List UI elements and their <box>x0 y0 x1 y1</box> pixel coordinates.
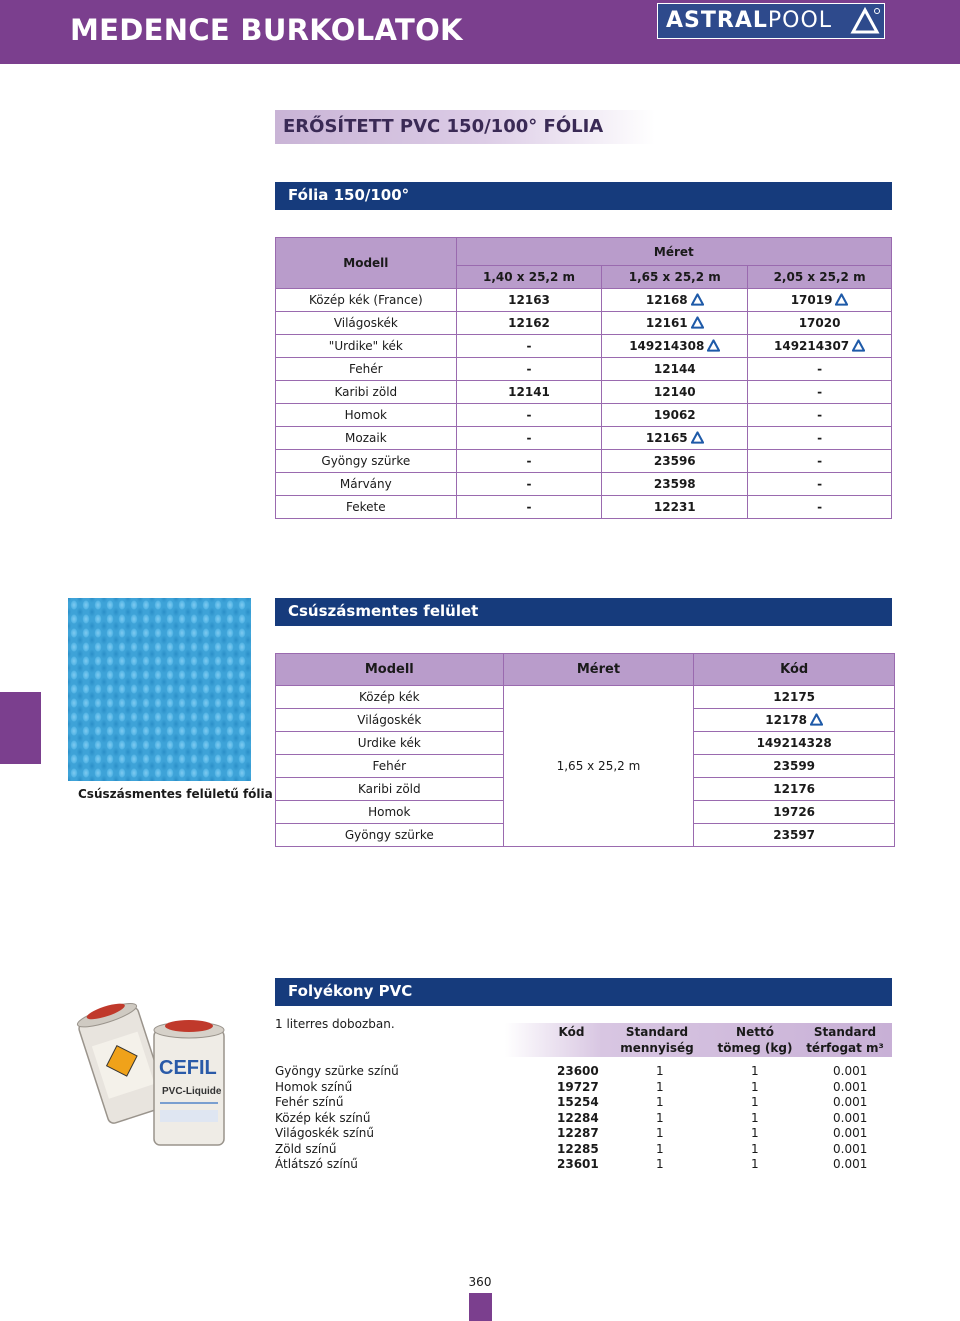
foil-code-cell-2 <box>602 335 748 358</box>
foil-row <box>276 473 892 496</box>
foil-row <box>276 427 892 450</box>
can-label-brand: CEFIL <box>159 1057 217 1079</box>
foil-code-cell-3-text: 17020 <box>798 316 841 330</box>
antislip-model-cell: Urdike kék <box>276 732 504 755</box>
foil-code-cell-2-text: 12168 <box>645 293 688 307</box>
side-tab <box>0 692 41 764</box>
antislip-model-cell: Közép kék <box>276 686 504 709</box>
foil-code-cell-3-text: - <box>817 477 823 491</box>
foil-table <box>275 237 892 519</box>
astralpool-triangle-icon <box>691 316 704 329</box>
foil-code-cell-1-text: 12163 <box>508 293 550 307</box>
liquid-name-cell: Zöld színű <box>275 1141 337 1156</box>
foil-code-cell-3 <box>748 381 892 404</box>
foil-model-cell <box>276 427 457 450</box>
foil-model-cell-text: Fekete <box>346 500 386 514</box>
liquid-col-vol-line1: Standard <box>813 1025 877 1039</box>
antislip-table <box>275 653 895 847</box>
antislip-code-text: 12175 <box>773 690 816 704</box>
foil-code-cell-3 <box>748 427 892 450</box>
liquid-vol-cell: 0.001 <box>833 1110 868 1125</box>
liquid-vol-cell: 0.001 <box>833 1079 868 1094</box>
liquid-col-net <box>717 1024 793 1056</box>
liquid-name-cell: Gyöngy szürke színű <box>275 1064 399 1078</box>
foil-code-cell-3 <box>748 450 892 473</box>
liquid-net-cell: 1 <box>751 1126 759 1140</box>
logo-text-light: POOL <box>767 8 833 33</box>
foil-bar-title: Fólia 150/100° <box>275 182 892 210</box>
foil-col-model: Modell <box>276 238 457 289</box>
antislip-model-cell: Homok <box>276 801 504 824</box>
foil-model-cell-text: Karibi zöld <box>334 385 398 399</box>
liquid-row <box>275 1111 895 1127</box>
foil-size-2: 1,65 x 25,2 m <box>602 266 748 289</box>
foil-code-cell-1 <box>456 289 602 312</box>
foil-col-size: Méret <box>456 238 891 266</box>
liquid-code-cell: 12287 <box>557 1126 599 1140</box>
foil-code-cell-3 <box>748 473 892 496</box>
foil-code-cell-1 <box>456 381 602 404</box>
foil-code-cell-2-text: 12161 <box>645 316 688 330</box>
foil-code-cell-3-text: - <box>817 500 823 514</box>
liquid-std-cell: 1 <box>656 1126 664 1140</box>
foil-row <box>276 312 892 335</box>
foil-code-cell-3-text: - <box>817 362 823 376</box>
antislip-col-code: Kód <box>694 654 895 686</box>
foil-code-cell-1-text: 12162 <box>508 316 550 330</box>
liquid-col-code: Kód <box>558 1025 585 1039</box>
liquid-code-cell: 12284 <box>557 1110 599 1125</box>
antislip-caption: Csúszásmentes felületű fólia <box>78 787 273 801</box>
foil-code-cell-1 <box>456 427 602 450</box>
astralpool-triangle-icon <box>691 293 704 306</box>
antislip-model-cell: Gyöngy szürke <box>276 824 504 847</box>
antislip-model-cell: Fehér <box>276 755 504 778</box>
foil-code-cell-2-text: 23598 <box>653 477 696 491</box>
liquid-code-cell: 23601 <box>557 1157 599 1171</box>
liquid-name-cell: Fehér színű <box>275 1095 344 1109</box>
foil-code-cell-2-text: 12165 <box>645 431 688 445</box>
foil-model-cell <box>276 312 457 335</box>
liquid-vol-cell: 0.001 <box>833 1141 868 1156</box>
astralpool-triangle-icon <box>691 431 704 444</box>
liquid-code-cell: 12285 <box>557 1141 599 1156</box>
foil-code-cell-1-text: - <box>526 500 532 514</box>
liquid-net-cell: 1 <box>751 1110 759 1125</box>
liquid-row <box>275 1157 895 1173</box>
foil-row <box>276 335 892 358</box>
foil-code-cell-1 <box>456 358 602 381</box>
foil-size-1: 1,40 x 25,2 m <box>456 266 602 289</box>
logo-text-bold: ASTRAL <box>666 8 768 33</box>
antislip-model-cell: Világoskék <box>276 709 504 732</box>
foil-code-cell-3-text: 149214307 <box>774 339 850 353</box>
foil-code-cell-1-text: - <box>526 362 532 376</box>
foil-model-cell <box>276 496 457 519</box>
foil-model-cell <box>276 381 457 404</box>
foil-code-cell-3-text: - <box>817 454 823 468</box>
liquid-col-vol <box>805 1024 885 1056</box>
foil-code-cell-2 <box>602 450 748 473</box>
foil-code-cell-1-text: 12141 <box>508 385 550 399</box>
antislip-code-text: 12178 <box>765 713 808 727</box>
foil-code-cell-2 <box>602 358 748 381</box>
liquid-vol-cell: 0.001 <box>833 1126 868 1140</box>
liquid-name-cell: Világoskék színű <box>275 1126 374 1140</box>
foil-model-cell <box>276 358 457 381</box>
foil-code-cell-2-text: 12144 <box>653 362 696 376</box>
liquid-col-vol-line2: térfogat m³ <box>806 1041 884 1055</box>
antislip-code-cell <box>694 801 895 824</box>
antislip-model-cell: Karibi zöld <box>276 778 504 801</box>
astralpool-triangle-icon <box>852 339 865 352</box>
can-label-product: PVC-Liquide <box>162 1086 222 1097</box>
foil-code-cell-1 <box>456 450 602 473</box>
page-title: MEDENCE BURKOLATOK <box>70 13 463 47</box>
page-header <box>0 0 960 64</box>
foil-code-cell-2 <box>602 404 748 427</box>
foil-code-cell-1-text: - <box>526 454 532 468</box>
liquid-std-cell: 1 <box>656 1110 664 1125</box>
foil-model-cell-text: Homok <box>344 408 388 422</box>
liquid-note: 1 literres dobozban. <box>275 1017 395 1031</box>
antislip-code-text: 19726 <box>773 805 816 819</box>
foil-code-cell-1-text: - <box>526 339 532 353</box>
foil-code-cell-2 <box>602 381 748 404</box>
pvc-cans-image <box>76 990 236 1155</box>
liquid-net-cell: 1 <box>751 1064 759 1078</box>
foil-row <box>276 450 892 473</box>
astralpool-triangle-icon <box>707 339 720 352</box>
antislip-code-cell <box>694 686 895 709</box>
liquid-name-cell: Közép kék színű <box>275 1110 371 1125</box>
antislip-col-size: Méret <box>503 654 694 686</box>
antislip-code-text: 23599 <box>773 759 816 773</box>
foil-model-cell <box>276 450 457 473</box>
liquid-code-cell: 15254 <box>557 1095 599 1109</box>
foil-code-cell-1-text: - <box>526 431 532 445</box>
liquid-std-cell: 1 <box>656 1079 664 1094</box>
liquid-row <box>275 1080 895 1096</box>
foil-model-cell-text: Fehér <box>349 362 383 376</box>
foil-code-cell-2-text: 149214308 <box>629 339 705 353</box>
antislip-col-model: Modell <box>276 654 504 686</box>
foil-code-cell-3 <box>748 335 892 358</box>
foil-model-cell <box>276 473 457 496</box>
section-title: ERŐSÍTETT PVC 150/100° FÓLIA <box>275 110 655 144</box>
foil-code-cell-3 <box>748 496 892 519</box>
foil-row <box>276 289 892 312</box>
foil-code-cell-1 <box>456 312 602 335</box>
foil-model-cell-text: Mozaik <box>345 431 387 445</box>
foil-row <box>276 404 892 427</box>
liquid-vol-cell: 0.001 <box>833 1064 868 1078</box>
antislip-code-cell <box>694 755 895 778</box>
liquid-row <box>275 1142 895 1158</box>
antislip-code-text: 149214328 <box>756 736 832 750</box>
foil-code-cell-2-text: 19062 <box>653 408 696 422</box>
foil-row <box>276 381 892 404</box>
page-number: 360 <box>468 1275 492 1289</box>
liquid-row <box>275 1095 895 1111</box>
foil-code-cell-1 <box>456 473 602 496</box>
liquid-table-header <box>505 1023 892 1057</box>
liquid-code-cell: 23600 <box>557 1064 599 1078</box>
foil-model-cell-text: Márvány <box>339 477 392 491</box>
foil-code-cell-1 <box>456 496 602 519</box>
liquid-col-std <box>619 1024 695 1056</box>
foil-row <box>276 496 892 519</box>
foil-code-cell-2-text: 23596 <box>653 454 696 468</box>
antislip-code-cell <box>694 824 895 847</box>
foil-row <box>276 358 892 381</box>
liquid-std-cell: 1 <box>656 1141 664 1156</box>
liquid-col-net-line1: Nettó <box>736 1025 774 1039</box>
liquid-col-std-line1: Standard <box>625 1025 689 1039</box>
antislip-code-text: 12176 <box>773 782 816 796</box>
antislip-code-text: 23597 <box>773 828 816 842</box>
foil-code-cell-2 <box>602 312 748 335</box>
liquid-net-cell: 1 <box>751 1079 759 1094</box>
foil-code-cell-2 <box>602 473 748 496</box>
antislip-row <box>276 686 895 709</box>
foil-code-cell-1 <box>456 335 602 358</box>
liquid-name-cell: Homok színű <box>275 1079 353 1094</box>
foil-code-cell-2 <box>602 427 748 450</box>
foil-model-cell-text: Közép kék (France) <box>309 293 423 307</box>
page-tab <box>469 1293 492 1321</box>
liquid-bar-title: Folyékony PVC <box>275 978 892 1006</box>
foil-code-cell-3-text: - <box>817 385 823 399</box>
liquid-std-cell: 1 <box>656 1064 664 1078</box>
liquid-col-net-line2: tömeg (kg) <box>717 1041 793 1055</box>
antislip-code-cell <box>694 732 895 755</box>
foil-code-cell-3 <box>748 358 892 381</box>
liquid-net-cell: 1 <box>751 1157 759 1171</box>
liquid-std-cell: 1 <box>656 1095 664 1109</box>
liquid-col-std-line2: mennyiség <box>620 1041 694 1055</box>
astralpool-triangle-icon <box>835 293 848 306</box>
liquid-vol-cell: 0.001 <box>833 1095 868 1109</box>
foil-model-cell-text: Gyöngy szürke <box>321 454 411 468</box>
foil-model-cell-text: Világoskék <box>333 316 398 330</box>
foil-model-cell <box>276 404 457 427</box>
liquid-std-cell: 1 <box>656 1157 664 1171</box>
foil-code-cell-2-text: 12231 <box>653 500 696 514</box>
antislip-bar-title: Csúszásmentes felület <box>275 598 892 626</box>
antislip-code-cell <box>694 709 895 732</box>
foil-code-cell-3-text: - <box>817 408 823 422</box>
foil-code-cell-3-text: 17019 <box>790 293 833 307</box>
foil-code-cell-1-text: - <box>526 408 532 422</box>
foil-code-cell-1 <box>456 404 602 427</box>
foil-code-cell-3 <box>748 312 892 335</box>
foil-model-cell <box>276 335 457 358</box>
liquid-vol-cell: 0.001 <box>833 1157 868 1171</box>
foil-model-cell <box>276 289 457 312</box>
foil-code-cell-2 <box>602 496 748 519</box>
liquid-row <box>275 1126 895 1142</box>
liquid-row <box>275 1064 895 1080</box>
foil-code-cell-1-text: - <box>526 477 532 491</box>
foil-code-cell-2-text: 12140 <box>653 385 696 399</box>
foil-size-3: 2,05 x 25,2 m <box>748 266 892 289</box>
liquid-net-cell: 1 <box>751 1141 759 1156</box>
astralpool-triangle-icon <box>810 713 823 726</box>
antislip-size-cell: 1,65 x 25,2 m <box>503 686 694 847</box>
antislip-foil-image <box>68 598 251 781</box>
liquid-table <box>275 1064 895 1173</box>
astralpool-logo <box>657 3 885 39</box>
foil-model-cell-text: "Urdike" kék <box>328 339 403 353</box>
liquid-code-cell: 19727 <box>557 1079 599 1094</box>
logo-triangle-icon <box>850 7 880 35</box>
liquid-net-cell: 1 <box>751 1095 759 1109</box>
foil-code-cell-3 <box>748 289 892 312</box>
foil-code-cell-3 <box>748 404 892 427</box>
foil-code-cell-3-text: - <box>817 431 823 445</box>
antislip-code-cell <box>694 778 895 801</box>
liquid-name-cell: Átlátszó színű <box>275 1157 358 1171</box>
foil-code-cell-2 <box>602 289 748 312</box>
